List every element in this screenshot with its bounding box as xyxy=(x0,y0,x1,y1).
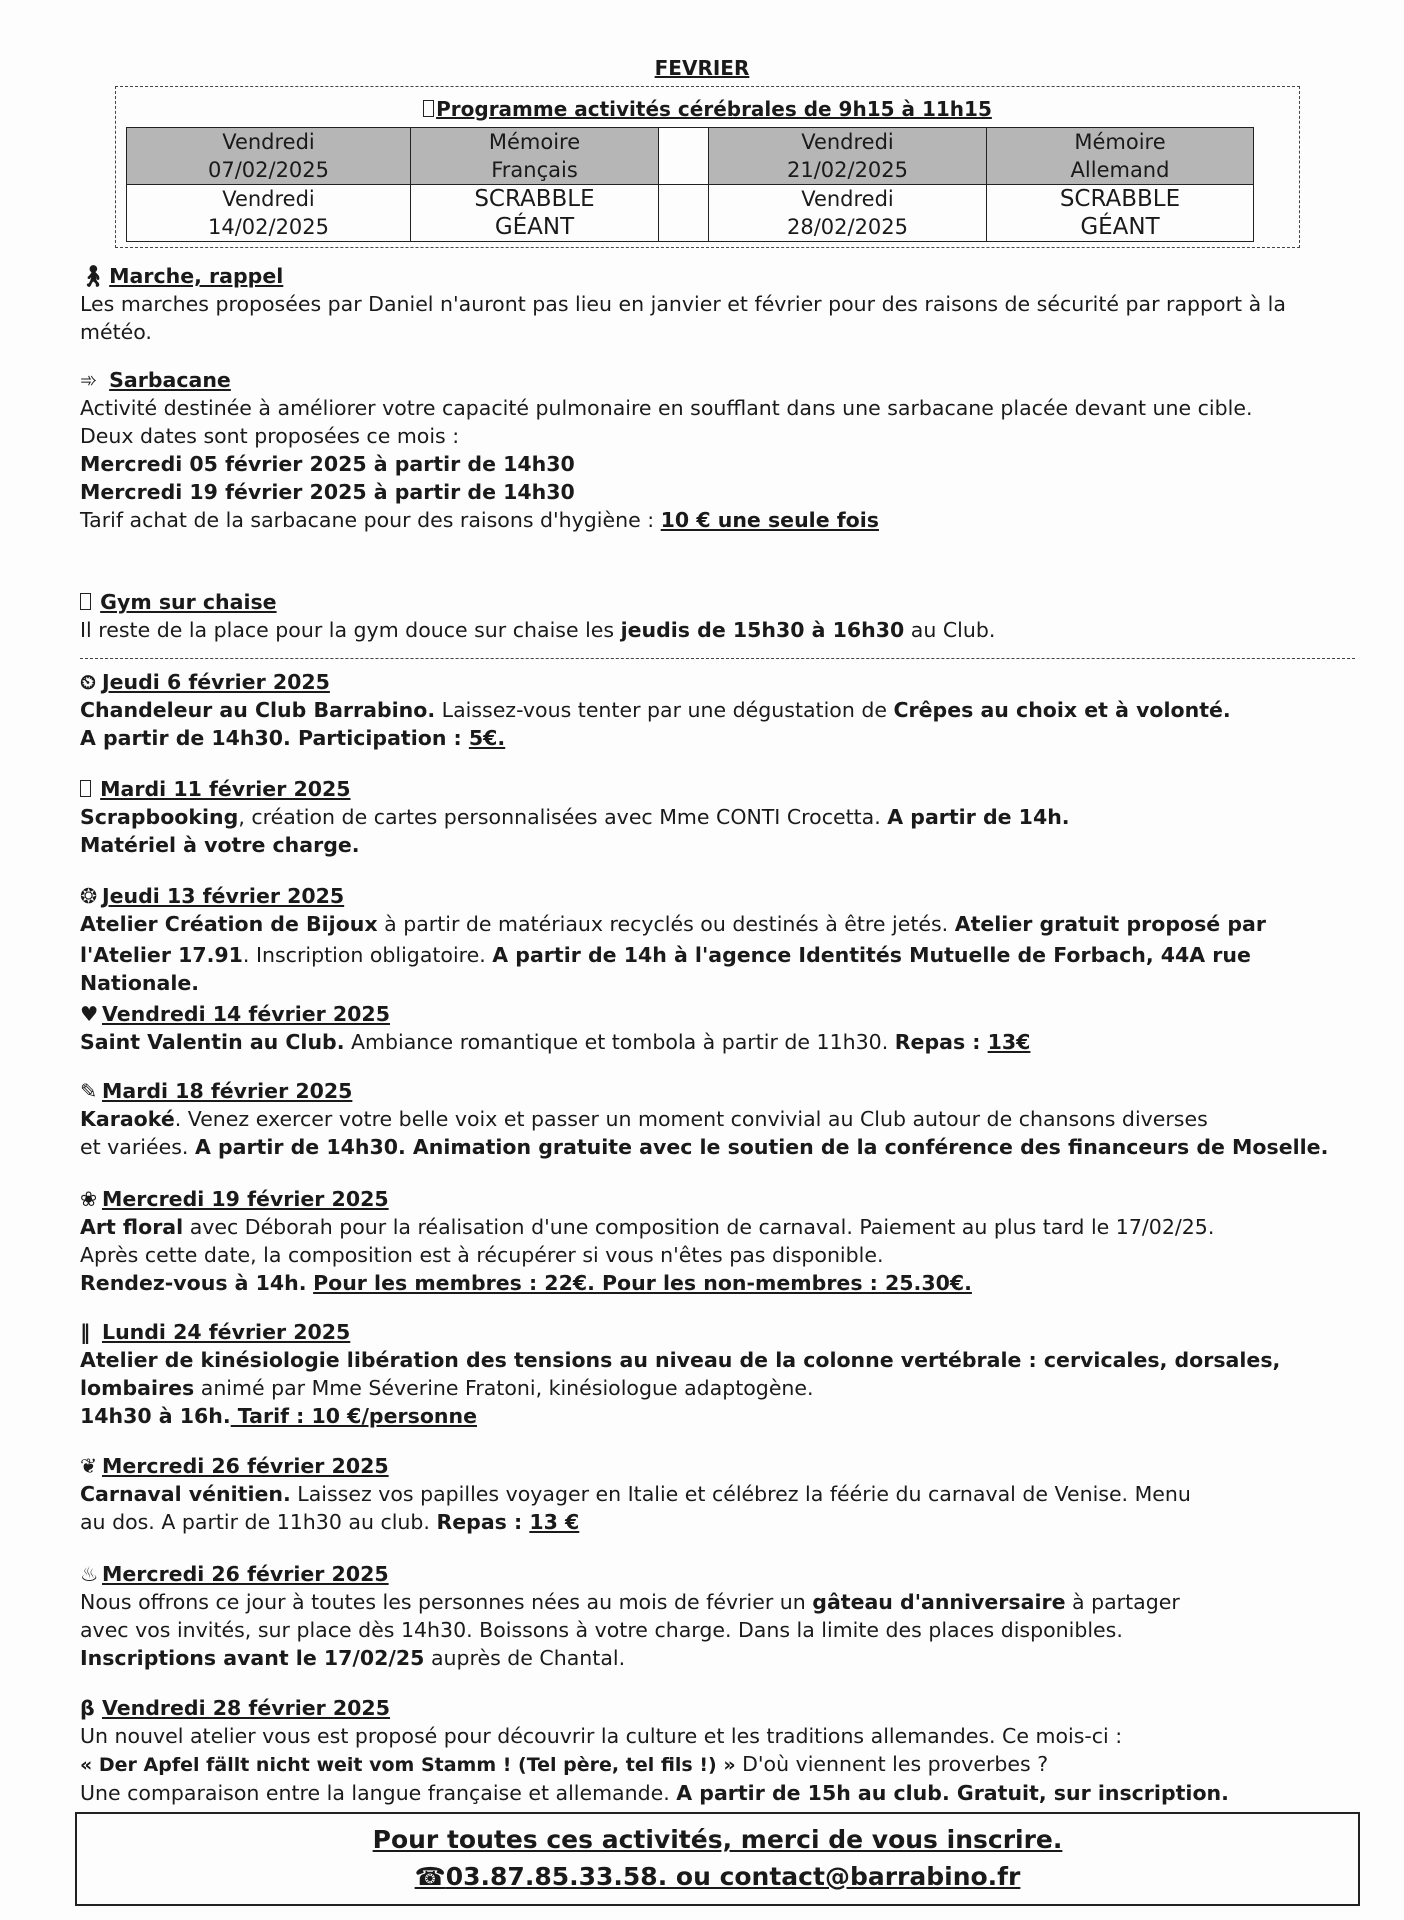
heart-icon: ♥ xyxy=(80,1002,99,1026)
box-icon xyxy=(80,593,91,610)
programme-table xyxy=(126,127,1254,242)
box-icon xyxy=(80,780,91,797)
event-karaoke: ✎ Mardi 18 février 2025 Karaoké. Venez exercer votre belle voix et passer un moment convivial au Club autour de chansons diverses et variées. A partir de 14h30. Animation gratuite avec le soutien de la conférence des financeurs de Moselle. xyxy=(80,1079,1329,1159)
event-scrapbooking: Mardi 11 février 2025 Scrapbooking, création de cartes personnalisées avec Mme CONTI Crocetta. A partir de 14h. Matériel à votre charge. xyxy=(80,777,1070,857)
phone-icon: ☎ xyxy=(414,1862,446,1891)
programme-box xyxy=(115,86,1300,248)
flower-icon: ❀ xyxy=(80,1187,98,1211)
box-icon xyxy=(423,100,434,117)
mask-icon: ❦ xyxy=(80,1454,98,1478)
divider xyxy=(80,658,1355,659)
event-carnaval: ❦ Mercredi 26 février 2025 Carnaval vénitien. Laissez vos papilles voyager en Italie et célébrez la féérie du carnaval de Venise. Menu au dos. A partir de 11h30 au club. Repas : 13 € xyxy=(80,1454,1191,1534)
footer-line1: Pour toutes ces activités, merci de vous inscrire. xyxy=(372,1825,1063,1854)
section-sarbacane: ➾ Sarbacane Activité destinée à améliorer votre capacité pulmonaire en soufflant dans une sarbacane placée devant une cible. Deux dates sont proposées ce mois : Mercredi 05 février 2025 à partir de 14h30 Mercredi 19 février 2025 à partir de 14h30 Tarif achat de la sarbacane pour des raisons d'hygiène : 10 € une seule fois xyxy=(80,368,1253,532)
event-anniversaire: ♨ Mercredi 26 février 2025 Nous offrons ce jour à toutes les personnes nées au mois de février un gâteau d'anniversaire à partager avec vos invités, sur place dès 14h30. Boissons à votre charge. Dans la limite des places disponibles. Inscriptions avant le 17/02/25 auprès de Chantal. xyxy=(80,1562,1180,1670)
event-kinesiologie: ‖ Lundi 24 février 2025 Atelier de kinésiologie libération des tensions au niveau de la colonne vertébrale : cervicales, dorsales, lombaires animé par Mme Séverine Fratoni, kinésiologue adaptogène. 14h30 à 16h. Tarif : 10 €/personne xyxy=(80,1320,1281,1428)
beta-icon: β xyxy=(80,1696,95,1720)
event-bijoux: ❂ Jeudi 13 février 2025 Atelier Création de Bijoux à partir de matériaux recyclés ou destinés à être jetés. Atelier gratuit proposé par l'Atelier 17.91. Inscription obligatoire. A partir de 14h à l'agence Identités Mutuelle de Forbach, 44A rue Nationale. xyxy=(80,884,1266,995)
walking-icon: 🚶︎ xyxy=(80,264,107,288)
gem-icon: ❂ xyxy=(80,884,98,908)
clock-icon: ⏲ xyxy=(80,670,96,694)
pencil-icon: ✎ xyxy=(80,1079,98,1103)
footer-line2 xyxy=(77,1858,1358,1895)
event-art-floral: ❀ Mercredi 19 février 2025 Art floral avec Déborah pour la réalisation d'une composition de carnaval. Paiement au plus tard le 17/02/25. Après cette date, la composition est à récupérer si vous n'êtes pas disponible. Rendez-vous à 14h. Pour les membres : 22€. Pour les non-membres : 25.30€. xyxy=(80,1187,1215,1295)
table-row: Vendredi 07/02/2025 Mémoire Français Vendredi 21/02/2025 Mémoire Allemand xyxy=(127,128,1254,185)
section-gym: Gym sur chaise Il reste de la place pour la gym douce sur chaise les jeudis de 15h30 à 16h30 au Club. xyxy=(80,590,996,642)
table-row: Vendredi 14/02/2025 SCRABBLE GÉANT Vendredi 28/02/2025 SCRABBLE GÉANT xyxy=(127,185,1254,242)
event-allemand: β Vendredi 28 février 2025 Un nouvel atelier vous est proposé pour découvrir la culture et les traditions allemandes. Ce mois-ci : « Der Apfel fällt nicht weit vom Stamm ! (Tel père, tel fils !) » D'où viennent les proverbes ? Une comparaison entre la langue française et allemande. A partir de 15h au club. Gratuit, sur inscription. xyxy=(80,1696,1229,1805)
cake-icon: ♨ xyxy=(80,1562,99,1586)
bars-icon: ‖ xyxy=(80,1320,91,1344)
event-chandeleur: ⏲ Jeudi 6 février 2025 Chandeleur au Club Barrabino. Laissez-vous tenter par une dégustation de Crêpes au choix et à volonté. A partir de 14h30. Participation : 5€. xyxy=(80,670,1231,750)
month-title: FEVRIER xyxy=(654,56,750,80)
footer-box xyxy=(75,1812,1360,1906)
blowpipe-icon: ➾ xyxy=(80,368,98,392)
programme-title: Programme activités cérébrales de 9h15 à 11h15 xyxy=(116,97,1299,121)
event-valentin: ♥ Vendredi 14 février 2025 Saint Valentin au Club. Ambiance romantique et tombola à partir de 11h30. Repas : 13€ xyxy=(80,1002,1031,1054)
contact-info[interactable]: 03.87.85.33.58. ou contact@barrabino.fr xyxy=(445,1862,1021,1891)
section-marche: 🚶︎ Marche, rappel Les marches proposées par Daniel n'auront pas lieu en janvier et février pour des raisons de sécurité par rapport à la météo. xyxy=(80,264,1286,344)
